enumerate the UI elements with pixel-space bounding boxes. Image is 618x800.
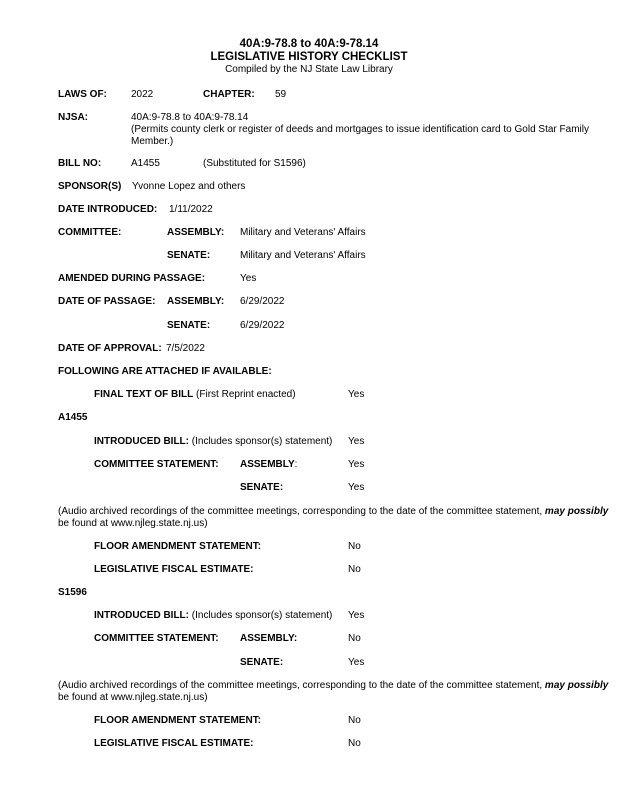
a1455-assembly-colon: : <box>294 459 298 470</box>
s1596-audio-note-line2: be found at www.njleg.state.nj.us) <box>58 692 208 703</box>
s1596-assembly-label: ASSEMBLY: <box>240 633 298 644</box>
s1596-introduced-row <box>94 610 332 622</box>
njsa-value: 40A:9-78.8 to 40A:9-78.14 <box>131 112 249 123</box>
s1596-introduced-note: (Includes sponsor(s) statement) <box>191 610 333 621</box>
passage-senate-value: 6/29/2022 <box>240 320 285 331</box>
a1455-assembly-value: Yes <box>348 459 365 470</box>
date-introduced-value: 1/11/2022 <box>169 204 213 215</box>
s1596-senate-value: Yes <box>348 657 365 668</box>
sponsor-label: SPONSOR(S) <box>58 181 122 192</box>
document-title: 40A:9-78.8 to 40A:9-78.14 <box>239 38 379 50</box>
bill-no-label: BILL NO: <box>58 158 102 169</box>
amended-label: AMENDED DURING PASSAGE: <box>58 273 206 284</box>
s1596-heading: S1596 <box>58 587 87 598</box>
final-text-value: Yes <box>348 389 365 400</box>
a1455-heading: A1455 <box>58 412 88 423</box>
s1596-assembly-value: No <box>348 633 361 644</box>
final-text-row <box>94 389 296 401</box>
s1596-audio-emphasis: may possibly <box>544 680 609 691</box>
passage-assembly-label: ASSEMBLY: <box>167 296 225 307</box>
s1596-committee-statement-label: COMMITTEE STATEMENT: <box>94 633 219 644</box>
compiled-by: Compiled by the NJ State Law Library <box>225 64 393 75</box>
final-text-label: FINAL TEXT OF BILL <box>94 389 194 400</box>
committee-senate-value: Military and Veterans' Affairs <box>240 250 366 261</box>
document-subtitle: LEGISLATIVE HISTORY CHECKLIST <box>210 51 408 63</box>
a1455-introduced-row <box>94 436 332 448</box>
bill-no-value: A1455 <box>131 158 160 169</box>
a1455-audio-note-line1 <box>58 506 608 518</box>
committee-senate-label: SENATE: <box>167 250 211 261</box>
date-of-passage-label: DATE OF PASSAGE: <box>58 296 156 307</box>
amended-value: Yes <box>240 273 257 284</box>
committee-assembly-label: ASSEMBLY: <box>167 227 225 238</box>
date-introduced-label: DATE INTRODUCED: <box>58 204 158 215</box>
passage-senate-label: SENATE: <box>167 320 211 331</box>
substituted-for: (Substituted for S1596) <box>203 158 306 169</box>
committee-label: COMMITTEE: <box>58 227 122 238</box>
s1596-fiscal-estimate-value: No <box>348 738 361 749</box>
a1455-floor-amendment-label: FLOOR AMENDMENT STATEMENT: <box>94 541 262 552</box>
s1596-senate-label: SENATE: <box>240 657 284 668</box>
date-of-approval-value: 7/5/2022 <box>166 343 205 354</box>
a1455-introduced-value: Yes <box>348 436 365 447</box>
a1455-committee-statement-label: COMMITTEE STATEMENT: <box>94 459 219 470</box>
s1596-introduced-value: Yes <box>348 610 365 621</box>
a1455-fiscal-estimate-label: LEGISLATIVE FISCAL ESTIMATE: <box>94 564 254 575</box>
a1455-introduced-note: (Includes sponsor(s) statement) <box>191 436 333 447</box>
a1455-fiscal-estimate-value: No <box>348 564 361 575</box>
following-attached-heading: FOLLOWING ARE ATTACHED IF AVAILABLE: <box>58 366 272 377</box>
date-of-approval-label: DATE OF APPROVAL: <box>58 343 162 354</box>
chapter-label: CHAPTER: <box>203 89 255 100</box>
a1455-audio-emphasis: may possibly <box>544 506 609 517</box>
a1455-audio-note-line2: be found at www.njleg.state.nj.us) <box>58 518 208 529</box>
njsa-description: (Permits county clerk or register of deeds and mortgages to issue identification card to Gold Star Family Member.) <box>131 124 589 147</box>
s1596-introduced-label: INTRODUCED BILL: <box>94 610 189 621</box>
s1596-floor-amendment-label: FLOOR AMENDMENT STATEMENT: <box>94 715 262 726</box>
chapter-value: 59 <box>275 89 287 100</box>
a1455-senate-label: SENATE: <box>240 482 284 493</box>
s1596-audio-before: (Audio archived recordings of the committee meetings, corresponding to the date of the committee statement, <box>58 680 543 691</box>
final-text-note: (First Reprint enacted) <box>196 389 296 400</box>
a1455-assembly-label: ASSEMBLY <box>240 459 295 470</box>
committee-assembly-value: Military and Veterans' Affairs <box>240 227 366 238</box>
a1455-introduced-label: INTRODUCED BILL: <box>94 436 189 447</box>
sponsor-value: Yvonne Lopez and others <box>132 181 246 192</box>
a1455-audio-before: (Audio archived recordings of the committee meetings, corresponding to the date of the committee statement, <box>58 506 543 517</box>
laws-of-value: 2022 <box>131 89 154 100</box>
s1596-fiscal-estimate-label: LEGISLATIVE FISCAL ESTIMATE: <box>94 738 254 749</box>
passage-assembly-value: 6/29/2022 <box>240 296 285 307</box>
s1596-audio-note-line1 <box>58 680 608 692</box>
a1455-senate-value: Yes <box>348 482 365 493</box>
a1455-floor-amendment-value: No <box>348 541 361 552</box>
a1455-assembly-label-row <box>240 459 297 471</box>
laws-of-label: LAWS OF: <box>58 89 107 100</box>
njsa-label: NJSA: <box>58 112 89 123</box>
s1596-floor-amendment-value: No <box>348 715 361 726</box>
